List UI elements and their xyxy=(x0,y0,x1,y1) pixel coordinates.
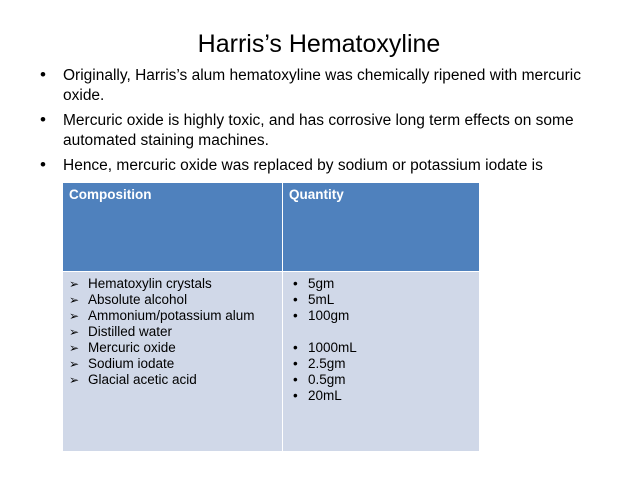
header-quantity: Quantity xyxy=(283,183,480,272)
list-spacer xyxy=(289,324,473,340)
list-item: ➢ Mercuric oxide xyxy=(69,340,176,355)
composition-list xyxy=(69,276,276,388)
quantity-list xyxy=(289,276,473,404)
bullet-dot-icon: • xyxy=(293,308,298,323)
table-row xyxy=(63,272,480,452)
list-item: • 1000mL xyxy=(293,340,357,355)
list-item: ➢ Glacial acetic acid xyxy=(69,372,197,387)
list-item: ➢ Sodium iodate xyxy=(69,356,175,371)
arrow-bullet-icon: ➢ xyxy=(69,341,80,355)
bullet-text: Mercuric oxide is highly toxic, and has corrosive long term effects on some automated staining machines. xyxy=(63,112,574,149)
list-item: ➢ Hematoxylin crystals xyxy=(69,276,212,291)
bullet-text: Originally, Harris’s alum hematoxyline was chemically ripened with mercuric oxide. xyxy=(63,67,581,104)
arrow-bullet-icon: ➢ xyxy=(69,325,80,339)
composition-cell xyxy=(63,272,283,452)
bullet-dot-icon: • xyxy=(293,372,298,387)
bullet-dot-icon: • xyxy=(293,340,298,355)
header-composition: Composition xyxy=(63,183,283,272)
bullet-dot-icon: • xyxy=(40,155,46,174)
list-item: • 20mL xyxy=(293,388,342,403)
list-item: ➢ Distilled water xyxy=(69,324,173,339)
arrow-bullet-icon: ➢ xyxy=(69,277,80,291)
list-item: • 100gm xyxy=(293,308,350,323)
table-header-row xyxy=(63,183,480,272)
bullet-dot-icon: • xyxy=(293,292,298,307)
arrow-bullet-icon: ➢ xyxy=(69,373,80,387)
bullet-item xyxy=(40,156,620,176)
bullet-dot-icon: • xyxy=(40,110,46,129)
bullet-list xyxy=(40,66,620,181)
bullet-dot-icon: • xyxy=(40,65,46,84)
bullet-dot-icon: • xyxy=(293,356,298,371)
list-item: • 5gm xyxy=(293,276,335,291)
bullet-item xyxy=(40,111,620,151)
bullet-item xyxy=(40,66,620,106)
slide-title: Harris’s Hematoxyline xyxy=(197,30,441,58)
list-item: ➢ Absolute alcohol xyxy=(69,292,188,307)
bullet-text: Hence, mercuric oxide was replaced by sodium or potassium iodate is xyxy=(63,157,543,174)
list-item: • 5mL xyxy=(293,292,335,307)
arrow-bullet-icon: ➢ xyxy=(69,293,80,307)
bullet-dot-icon: • xyxy=(293,276,298,291)
list-item: • 2.5gm xyxy=(293,356,346,371)
quantity-cell xyxy=(283,272,480,452)
composition-table xyxy=(62,182,480,452)
arrow-bullet-icon: ➢ xyxy=(69,357,80,371)
bullet-dot-icon: • xyxy=(293,388,298,403)
list-item: ➢ Ammonium/potassium alum xyxy=(69,308,255,323)
list-item: • 0.5gm xyxy=(293,372,346,387)
arrow-bullet-icon: ➢ xyxy=(69,309,80,323)
